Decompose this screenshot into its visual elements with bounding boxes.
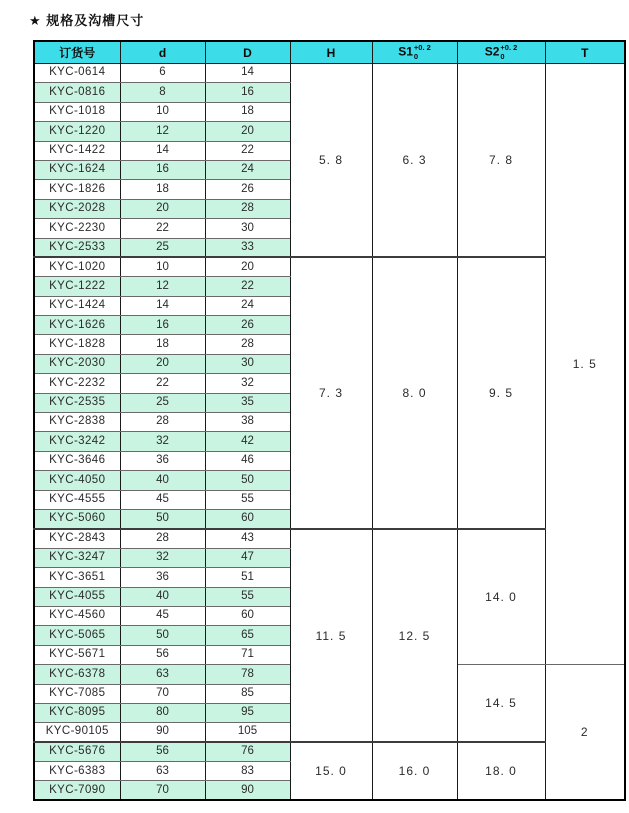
cell-d: 45: [120, 490, 205, 509]
cell-d: 63: [120, 665, 205, 684]
header-S1-tolerance: [414, 44, 431, 61]
cell-D: 55: [205, 490, 290, 509]
cell-D: 43: [205, 529, 290, 548]
cell-d: 14: [120, 141, 205, 160]
cell-d: 12: [120, 277, 205, 296]
cell-d: 22: [120, 374, 205, 393]
cell-d: 12: [120, 122, 205, 141]
cell-code: KYC-1422: [34, 141, 120, 160]
cell-code: KYC-2030: [34, 354, 120, 373]
cell-D: 38: [205, 413, 290, 432]
cell-d: 40: [120, 471, 205, 490]
cell-D: 90: [205, 781, 290, 800]
cell-code: KYC-5671: [34, 645, 120, 664]
cell-S2: 7. 8: [457, 64, 545, 258]
cell-D: 26: [205, 316, 290, 335]
cell-d: 45: [120, 606, 205, 625]
header-S1-sup: +0. 2: [413, 43, 431, 53]
cell-S1: 16. 0: [372, 742, 457, 800]
cell-D: 22: [205, 277, 290, 296]
cell-d: 20: [120, 199, 205, 218]
cell-code: KYC-4555: [34, 490, 120, 509]
cell-D: 24: [205, 296, 290, 315]
spec-table: [33, 40, 626, 801]
cell-d: 50: [120, 509, 205, 528]
cell-d: 6: [120, 64, 205, 83]
header-D: D: [205, 41, 290, 64]
cell-code: KYC-3651: [34, 568, 120, 587]
cell-D: 30: [205, 219, 290, 238]
cell-code: KYC-5065: [34, 626, 120, 645]
cell-S2: 18. 0: [457, 742, 545, 800]
cell-D: 50: [205, 471, 290, 490]
cell-code: KYC-6383: [34, 762, 120, 781]
header-S2: [457, 41, 545, 64]
cell-D: 26: [205, 180, 290, 199]
cell-d: 28: [120, 529, 205, 548]
cell-d: 80: [120, 703, 205, 722]
cell-d: 70: [120, 684, 205, 703]
cell-H: 7. 3: [290, 257, 372, 528]
cell-d: 14: [120, 296, 205, 315]
cell-D: 51: [205, 568, 290, 587]
table-header: [34, 41, 625, 64]
cell-code: KYC-1828: [34, 335, 120, 354]
header-d: d: [120, 41, 205, 64]
cell-D: 71: [205, 645, 290, 664]
cell-D: 22: [205, 141, 290, 160]
cell-D: 60: [205, 606, 290, 625]
cell-d: 25: [120, 393, 205, 412]
cell-code: KYC-2533: [34, 238, 120, 257]
cell-D: 33: [205, 238, 290, 257]
header-S2-sub: 0: [500, 51, 505, 61]
cell-code: KYC-3247: [34, 548, 120, 567]
cell-d: 16: [120, 160, 205, 179]
cell-code: KYC-2230: [34, 219, 120, 238]
cell-D: 28: [205, 335, 290, 354]
cell-code: KYC-5676: [34, 742, 120, 761]
cell-S1: 8. 0: [372, 257, 457, 528]
cell-code: KYC-4055: [34, 587, 120, 606]
cell-d: 50: [120, 626, 205, 645]
cell-code: KYC-1424: [34, 296, 120, 315]
cell-code: KYC-1222: [34, 277, 120, 296]
cell-H: 11. 5: [290, 529, 372, 742]
cell-D: 16: [205, 83, 290, 102]
cell-T: 2: [545, 665, 625, 801]
cell-d: 28: [120, 413, 205, 432]
header-S1-base: S1: [398, 44, 413, 59]
header-order-code: 订货号: [34, 41, 120, 64]
cell-D: 32: [205, 374, 290, 393]
cell-code: KYC-1220: [34, 122, 120, 141]
cell-D: 85: [205, 684, 290, 703]
cell-code: KYC-6378: [34, 665, 120, 684]
cell-S2: 14. 0: [457, 529, 545, 665]
cell-code: KYC-3242: [34, 432, 120, 451]
cell-T: 1. 5: [545, 64, 625, 665]
cell-d: 8: [120, 83, 205, 102]
cell-d: 40: [120, 587, 205, 606]
cell-d: 56: [120, 645, 205, 664]
cell-D: 60: [205, 509, 290, 528]
cell-H: 15. 0: [290, 742, 372, 800]
cell-D: 28: [205, 199, 290, 218]
cell-d: 16: [120, 316, 205, 335]
cell-d: 32: [120, 432, 205, 451]
cell-S1: 12. 5: [372, 529, 457, 742]
cell-D: 35: [205, 393, 290, 412]
cell-D: 83: [205, 762, 290, 781]
cell-code: KYC-2232: [34, 374, 120, 393]
cell-code: KYC-8095: [34, 703, 120, 722]
header-S1: [372, 41, 457, 64]
cell-d: 63: [120, 762, 205, 781]
cell-code: KYC-1626: [34, 316, 120, 335]
cell-d: 56: [120, 742, 205, 761]
cell-code: KYC-0816: [34, 83, 120, 102]
cell-code: KYC-1018: [34, 102, 120, 121]
cell-code: KYC-4050: [34, 471, 120, 490]
cell-code: KYC-1624: [34, 160, 120, 179]
cell-D: 105: [205, 723, 290, 742]
cell-code: KYC-2838: [34, 413, 120, 432]
cell-code: KYC-5060: [34, 509, 120, 528]
header-H: H: [290, 41, 372, 64]
header-S2-tolerance: [500, 44, 517, 61]
cell-d: 20: [120, 354, 205, 373]
cell-d: 25: [120, 238, 205, 257]
cell-d: 36: [120, 451, 205, 470]
cell-d: 10: [120, 257, 205, 276]
cell-D: 18: [205, 102, 290, 121]
cell-D: 14: [205, 64, 290, 83]
cell-code: KYC-1826: [34, 180, 120, 199]
cell-code: KYC-90105: [34, 723, 120, 742]
header-S2-sup: +0. 2: [500, 43, 518, 53]
cell-code: KYC-2843: [34, 529, 120, 548]
cell-D: 20: [205, 257, 290, 276]
cell-D: 65: [205, 626, 290, 645]
cell-D: 20: [205, 122, 290, 141]
cell-d: 18: [120, 180, 205, 199]
cell-code: KYC-2028: [34, 199, 120, 218]
cell-code: KYC-0614: [34, 64, 120, 83]
cell-D: 95: [205, 703, 290, 722]
cell-code: KYC-3646: [34, 451, 120, 470]
header-S2-base: S2: [484, 44, 500, 59]
cell-S2: 14. 5: [457, 665, 545, 743]
header-T: T: [545, 41, 625, 64]
cell-D: 55: [205, 587, 290, 606]
cell-S2: 9. 5: [457, 257, 545, 528]
cell-D: 46: [205, 451, 290, 470]
header-row: [34, 41, 625, 64]
cell-D: 78: [205, 665, 290, 684]
cell-code: KYC-7090: [34, 781, 120, 800]
cell-d: 10: [120, 102, 205, 121]
cell-H: 5. 8: [290, 64, 372, 258]
cell-code: KYC-1020: [34, 257, 120, 276]
spec-table-body: [34, 64, 625, 801]
cell-d: 22: [120, 219, 205, 238]
cell-D: 47: [205, 548, 290, 567]
cell-d: 32: [120, 548, 205, 567]
cell-D: 42: [205, 432, 290, 451]
cell-d: 18: [120, 335, 205, 354]
cell-code: KYC-7085: [34, 684, 120, 703]
cell-code: KYC-2535: [34, 393, 120, 412]
table-row: [34, 257, 625, 276]
cell-D: 30: [205, 354, 290, 373]
cell-D: 24: [205, 160, 290, 179]
cell-S1: 6. 3: [372, 64, 457, 258]
section-title: ★ 规格及沟槽尺寸: [29, 13, 145, 28]
cell-d: 90: [120, 723, 205, 742]
cell-d: 36: [120, 568, 205, 587]
cell-d: 70: [120, 781, 205, 800]
table-row: [34, 742, 625, 761]
table-row: [34, 529, 625, 548]
table-row: [34, 64, 625, 83]
header-S1-sub: 0: [413, 51, 419, 61]
cell-code: KYC-4560: [34, 606, 120, 625]
cell-D: 76: [205, 742, 290, 761]
